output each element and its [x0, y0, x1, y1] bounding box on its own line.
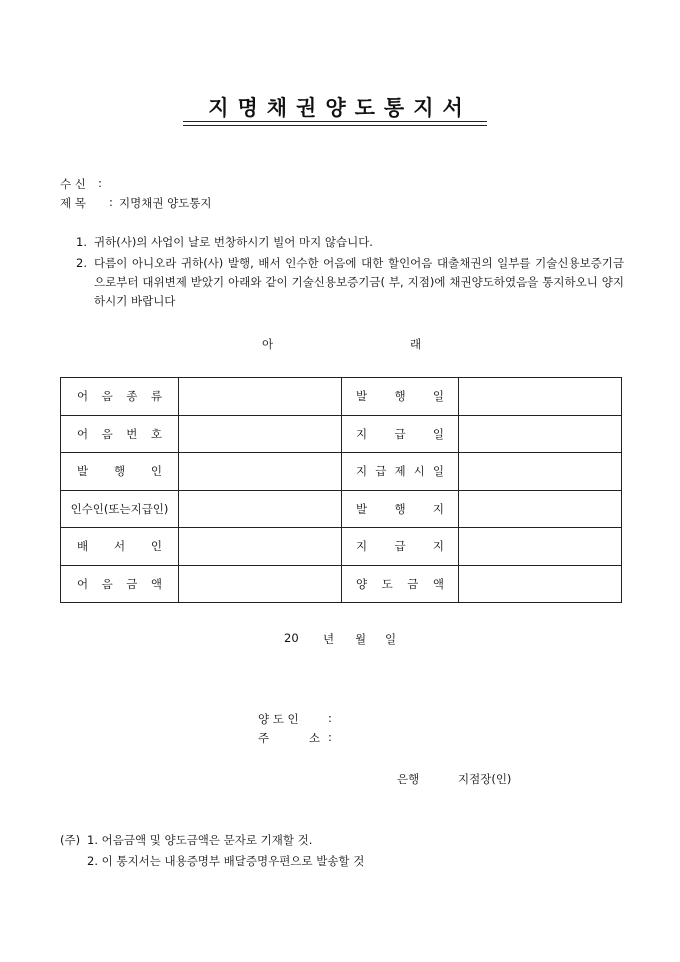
label-cell [342, 378, 459, 416]
label-char: 배 [77, 539, 89, 554]
label-char: 어 [77, 389, 89, 404]
label-char: 음 [101, 576, 113, 591]
label-char: 어 [77, 576, 89, 591]
label-char: 지 [356, 464, 368, 479]
presentment-date-label [342, 463, 458, 479]
paragraph-text: 다름이 아니오라 귀하(사) 발행, 배서 인수한 어음에 대한 할인어음 대출채권의 일부를 기술신용보증기금으로부터 대위변제 받았기 아래와 같이 기술신용보증기금( 부, 지점)에 채권양도하였음을 통지하오니 양지하시기 바랍니다 [94, 256, 624, 308]
label-char: 액 [432, 576, 444, 591]
label-char: 어 [77, 426, 89, 441]
issuer-label [61, 463, 178, 479]
transfer-amount-value [459, 565, 622, 603]
date-year: 20 [284, 631, 299, 645]
endorser-value [179, 528, 342, 566]
paragraph-number: 2. [76, 256, 87, 270]
label-char: 지 [356, 539, 368, 554]
label-char: 류 [150, 389, 162, 404]
recipient-label: 수 신 [60, 177, 86, 191]
date-month-unit: 월 [355, 632, 367, 646]
acceptor-value [179, 490, 342, 528]
address-label-char: 주 [258, 731, 270, 745]
label-char: 발 [77, 464, 89, 479]
label-cell [61, 528, 179, 566]
branch-manager-label: 지점장(인) [458, 772, 512, 786]
label-cell [61, 415, 179, 453]
label-char: 번 [126, 426, 138, 441]
address-colon: : [328, 730, 332, 744]
transferor-colon: : [328, 711, 332, 725]
page-title: 지명채권양도통지서 [208, 95, 472, 120]
label-char: 금 [126, 576, 138, 591]
below-heading-left: 아 [262, 337, 274, 351]
label-cell [342, 415, 459, 453]
payment-date-value [459, 415, 622, 453]
label-char: 인 [150, 464, 162, 479]
table-row [61, 415, 622, 453]
subject-colon: : [109, 195, 113, 209]
paragraph-text: 귀하(사)의 사업이 날로 번창하시기 빌어 마지 않습니다. [94, 235, 373, 249]
label-char: 행 [113, 464, 126, 479]
bill-type-label [61, 388, 178, 404]
endorser-label [61, 538, 178, 554]
label-cell [61, 378, 179, 416]
label-cell [61, 453, 179, 491]
label-char: 종 [126, 389, 138, 404]
label-cell [342, 490, 459, 528]
address-label [258, 730, 320, 746]
label-char: 호 [150, 426, 162, 441]
table-row [61, 565, 622, 603]
date-day-unit: 일 [385, 632, 397, 646]
issue-date-value [459, 378, 622, 416]
label-char: 양 [356, 576, 368, 591]
issue-date-label [342, 388, 458, 404]
label-char: 인 [150, 539, 162, 554]
date-year-unit: 년 [323, 632, 335, 646]
label-char: 급 [394, 426, 406, 441]
table-row [61, 528, 622, 566]
bill-amount-value [179, 565, 342, 603]
note-item-2: 2. 이 통지서는 내용증명부 배달증명우편으로 발송할 것 [87, 854, 365, 868]
bank-label: 은행 [397, 772, 420, 786]
payment-date-label [342, 426, 458, 442]
label-char: 일 [432, 426, 444, 441]
subject-label: 제 목 [60, 196, 86, 210]
issue-place-value [459, 490, 622, 528]
label-char: 서 [113, 539, 126, 554]
table-row [61, 490, 622, 528]
below-heading-right: 래 [410, 337, 422, 351]
label-char: 시 [413, 464, 425, 479]
label-char: 음 [101, 426, 113, 441]
label-char: 액 [150, 576, 162, 591]
transfer-amount-label [342, 576, 458, 592]
label-char: 급 [375, 464, 387, 479]
label-cell [342, 565, 459, 603]
recipient-colon: : [98, 176, 102, 190]
note-item-1: 1. 어음금액 및 양도금액은 문자로 기재할 것. [87, 833, 313, 847]
transferor-label: 양 도 인 [258, 712, 299, 726]
bill-type-value [179, 378, 342, 416]
label-char: 금 [407, 576, 419, 591]
notes-prefix: (주) [60, 833, 81, 847]
label-char: 지 [432, 539, 444, 554]
bill-info-table [60, 377, 622, 603]
paragraph-number: 1. [76, 235, 87, 249]
label-char: 행 [394, 501, 406, 516]
label-char: 도 [381, 576, 393, 591]
presentment-date-value [459, 453, 622, 491]
label-char: 일 [432, 464, 444, 479]
table-row [61, 453, 622, 491]
acceptor-label: 인수인(또는지급인) [70, 501, 169, 516]
payment-place-label [342, 538, 458, 554]
label-cell [61, 490, 179, 528]
subject-value: 지명채권 양도통지 [119, 196, 212, 210]
label-cell [342, 453, 459, 491]
bill-number-label [61, 426, 178, 442]
label-cell [342, 528, 459, 566]
label-char: 발 [356, 501, 368, 516]
label-char: 제 [394, 464, 406, 479]
bill-number-value [179, 415, 342, 453]
title-underline-top [183, 121, 487, 122]
label-char: 급 [394, 539, 406, 554]
label-cell [61, 565, 179, 603]
payment-place-value [459, 528, 622, 566]
address-label-char: 소 [308, 731, 320, 745]
label-char: 일 [432, 389, 444, 404]
bill-amount-label [61, 576, 178, 592]
label-char: 발 [356, 389, 368, 404]
label-char: 음 [101, 389, 113, 404]
label-char: 지 [356, 426, 368, 441]
table-row [61, 378, 622, 416]
label-char: 지 [432, 501, 444, 516]
label-char: 행 [394, 389, 406, 404]
issuer-value [179, 453, 342, 491]
title-underline-bottom [183, 125, 487, 126]
issue-place-label [342, 501, 458, 517]
